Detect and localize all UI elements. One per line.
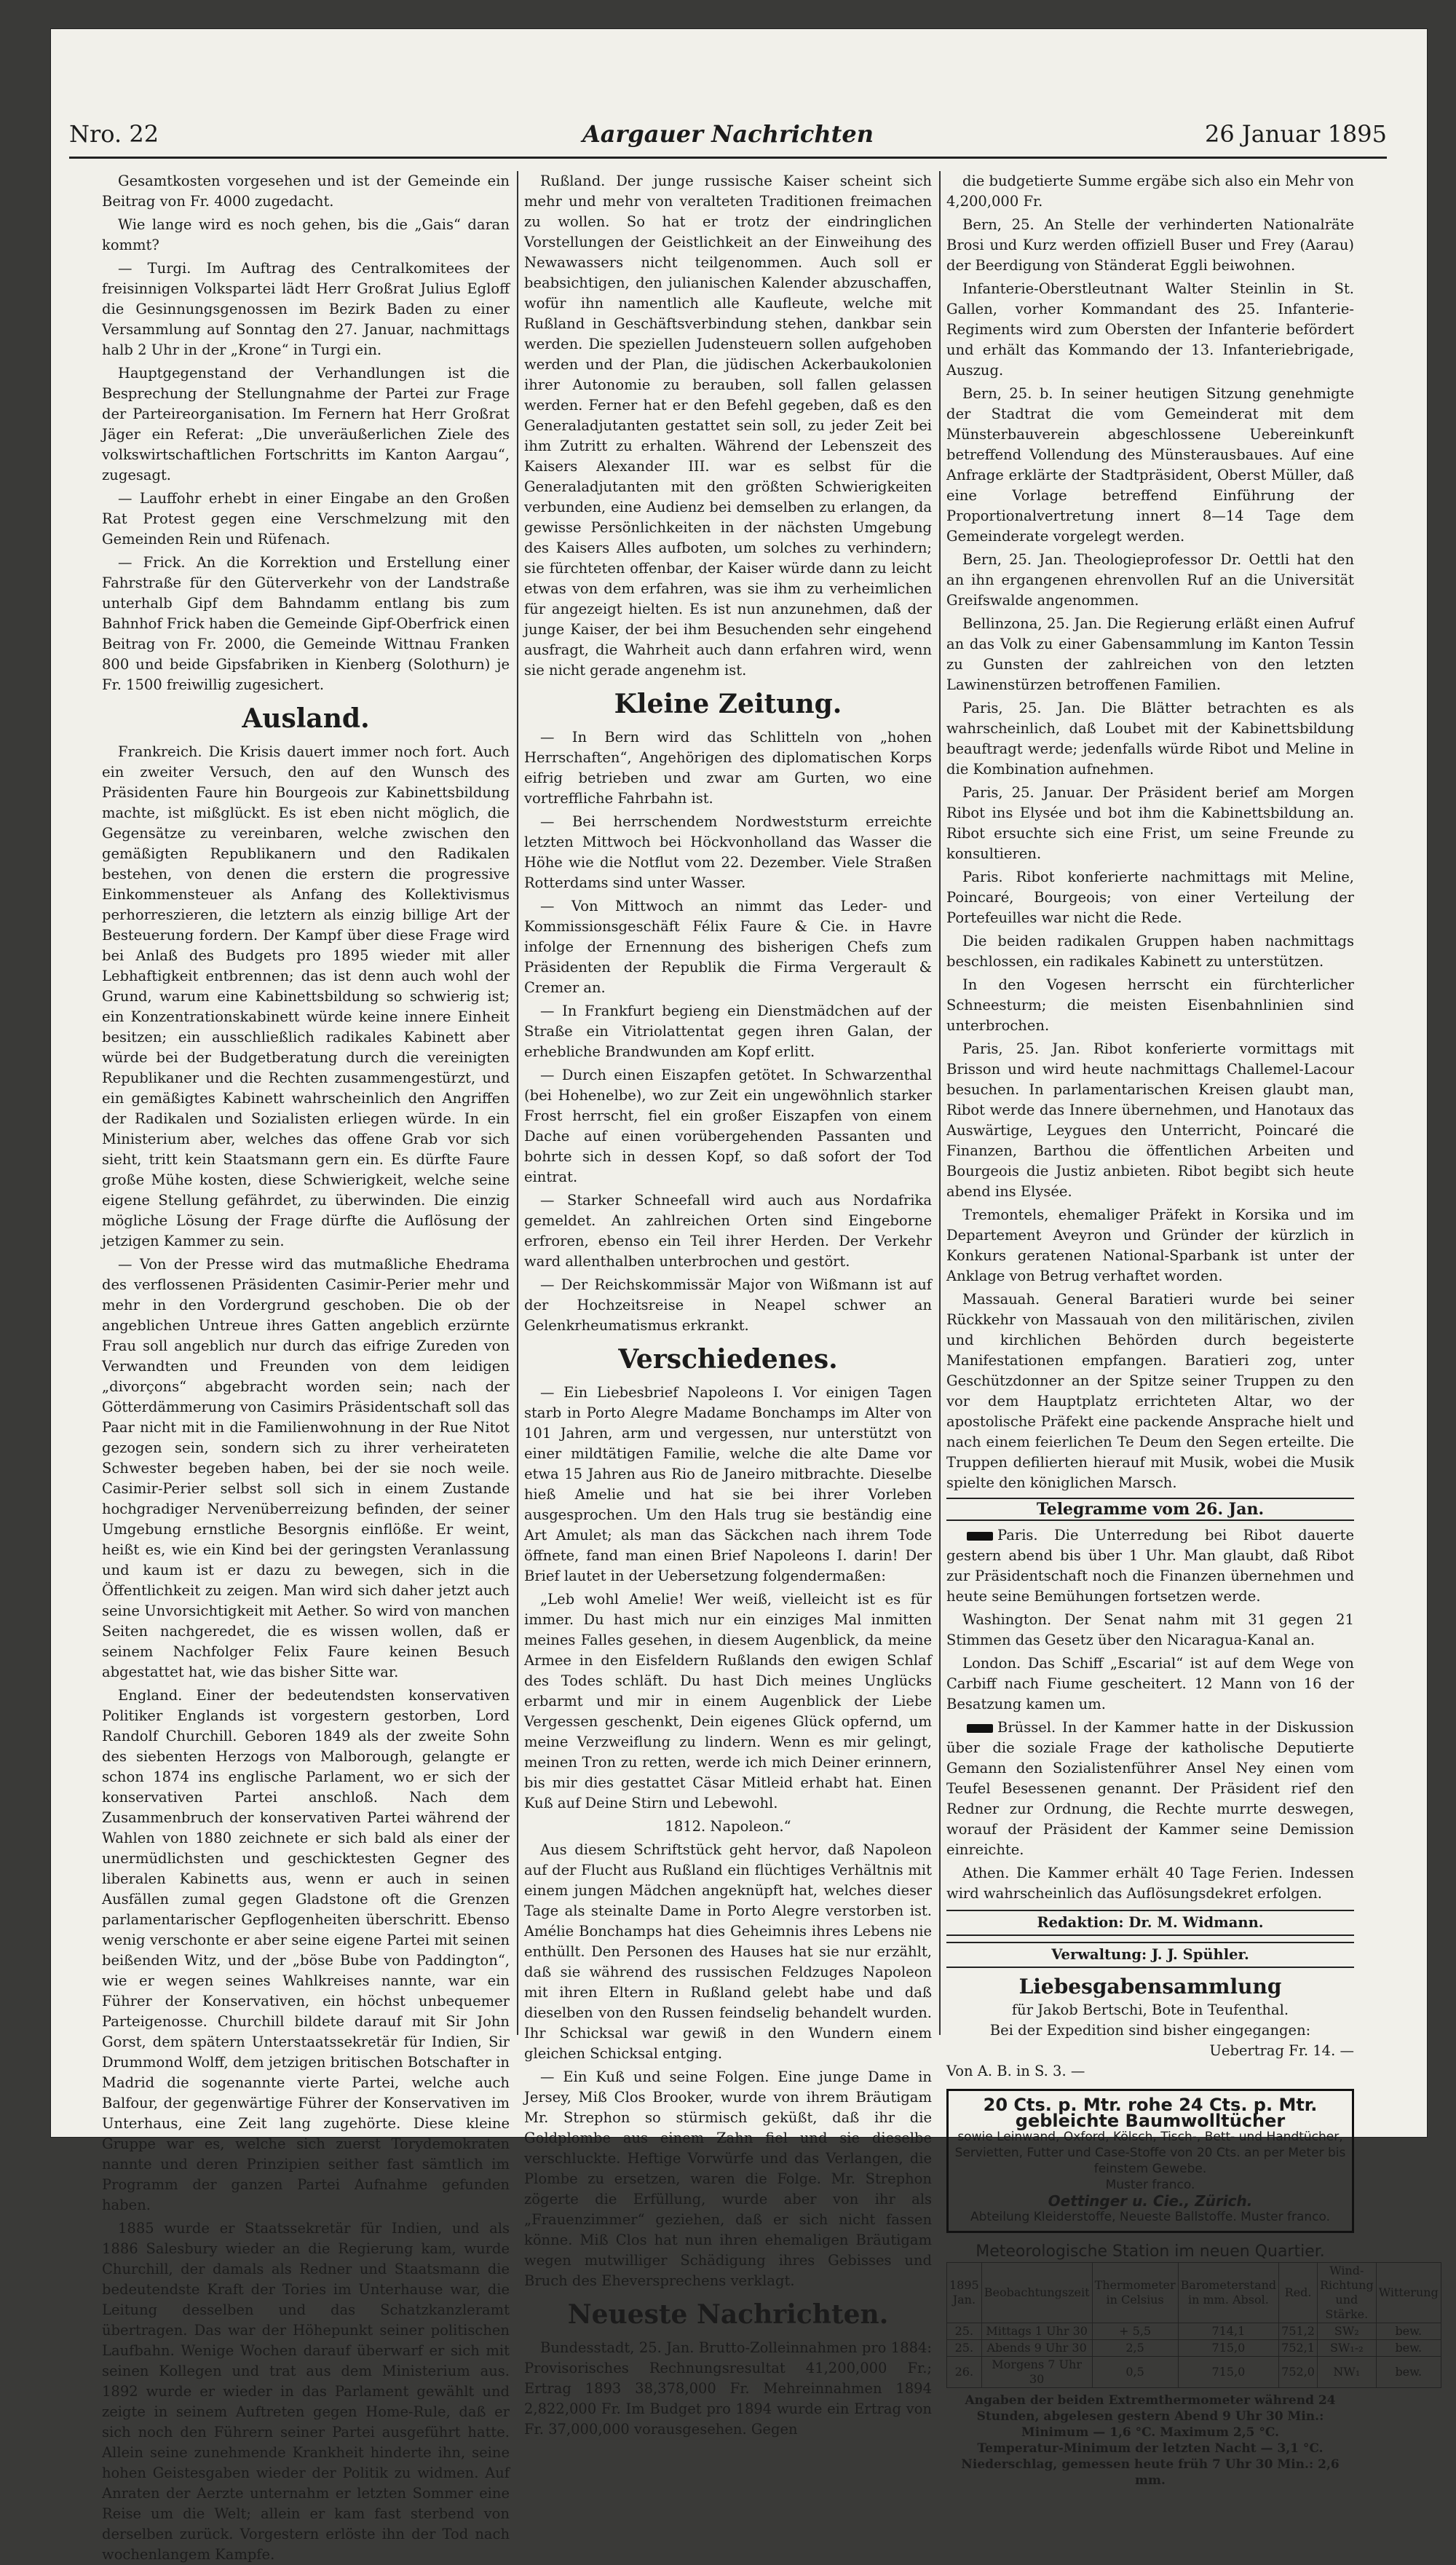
paragraph: — Bei herrschendem Nordweststurm erreichte letzten Mittwoch bei Höckvonholland das Wasser die Höhe wie die Notflut vom 22. Dezember. Viele Straßen Rotterdams sind unter Wasser.	[524, 813, 932, 891]
column-rule	[517, 171, 518, 2035]
weather-station-title: Meteorologische Station im neuen Quartier.	[976, 2242, 1325, 2261]
ad-sample-note: Muster franco.	[1105, 2178, 1195, 2192]
table-row	[947, 2340, 1441, 2357]
paragraph: „Leb wohl Amelie! Wer weiß, vielleicht ist es für immer. Du hast mich nur ein einziges Mal inmitten meines Falles gesehen, in diesem Augenblick, da meine Armee in den Eisfeldern Rußlands den ewigen Schlaf des Todes schläft. Du hast Dich meines Unglücks erbarmt und mir in einem Augenblick der Liebe Vergessen geschenkt, Dein eigenes Glück opfernd, um meine Verzweiflung zu lindern. Wenn es mir gelingt, meinen Tron zu retten, werde ich mich Deiner erinnern, bis mir dies gestattet Cäsar Mitleid erhabt hat. Einen Kuß auf Deine Stirn und Lebewohl.	[524, 1591, 932, 1811]
paragraph: — Lauffohr erhebt in einer Eingabe an den Großen Rat Protest gegen eine Verschmelzung mit den Gemeinden Rein und Rüfenach.	[102, 490, 510, 548]
paragraph: Die beiden radikalen Gruppen haben nachmittags beschlossen, ein radikales Kabinett zu unterstützen.	[946, 933, 1354, 970]
table-cell: 25.	[947, 2323, 982, 2340]
ad-body: sowie Leinwand, Oxford, Kölsch, Tisch-, Bett- und Handtücher, Servietten, Futter und Case-Stoffe von 20 Cts. an per Meter bis feinstem Gewebe.	[954, 2130, 1346, 2176]
table-cell: 752,0	[1279, 2357, 1318, 2388]
telegram-text: Paris. Die Unterredung bei Ribot dauerte gestern abend bis über 1 Uhr. Man glaubt, daß Ribot zur Präsidentschaft noch die Finanzen übernehmen und heute seine Bemühungen fortsetzen werde.	[946, 1527, 1354, 1605]
table-cell: Mittags 1 Uhr 30	[981, 2323, 1092, 2340]
table-cell: 715,0	[1178, 2357, 1279, 2388]
paragraph: 1885 wurde er Staatssekretär für Indien, und als 1886 Salesbury wieder an die Regierung kam, wurde Churchill, der damals als Redner und Staatsmann die bedeutendste Kraft der Tories im Unterhause war, die Leitung desselben und das Schatzkanzleramt übertragen. Das war der Höhepunkt seiner politischen Laufbahn. Wenige Wochen darauf überwarf er sich mit seinen Kollegen und trat aus dem Ministerium aus. 1892 wurde er wieder in das Parlament gewählt und zeigte in seinem Auftreten gegen Home-Rule, daß er sich noch den Führern seiner Partei ausgeführt hatte. Allein seine zunehmende Krankheit hinderte ihn, seine hohen Geistesgaben wieder der Politik zu widmen. Auf Anraten der Aerzte unternahm er letzten Sommer eine Reise um die Welt; allein er kam fast sterbend von derselben zurück. Vorgestern erlöste ihn der Tod nach wochenlangem Kampfe.	[102, 2220, 510, 2563]
paragraph: — Von der Presse wird das mutmaßliche Ehedrama des verflossenen Präsidenten Casimir-Perier mehr und mehr in den Vordergrund geschoben. Die ob der angeblichen Untreue ihres Gatten angeblich erzürnte Frau soll angeblich nur durch das eifrige Zureden von Verwandten und Freunden von dem leidigen „divorçons“ abgebracht worden sein; nach der Götterdämmerung von Casimirs Präsidentschaft soll das Paar nicht mit in die Familienwohnung in der Rue Nitot gezogen sein, sondern sich zu ihrer verheirateten Schwester begeben haben, bei der sie noch weile. Casimir-Perier selbst soll sich in einem Zustande hochgradiger Nervenüberreizung befinden, der seiner Umgebung ernstliche Besorgnis einflöße. Er weint, heißt es, wie ein Kind bei der geringsten Veranlassung und kaum ist er dazu zu bewegen, sich in die Öffentlichkeit zu zeigen. Man wird sich daher jetzt auch seine Unvorsichtigkeit mit Aether. So wird von manchen Seiten nachgeredet, die es wissen wollen, daß er seinem Nachfolger Felix Faure keinen Besuch abgestattet hat, wie das bisher Sitte war.	[102, 1256, 510, 1680]
table-cell: 715,0	[1178, 2340, 1279, 2357]
table-cell: 0,5	[1092, 2357, 1178, 2388]
table-cell: bew.	[1376, 2357, 1441, 2388]
paragraph: In den Vogesen herrscht ein fürchterlicher Schneesturm; die meisten Eisenbahnlinien sind unterbrochen.	[946, 976, 1354, 1034]
paragraph: Aus diesem Schriftstück geht hervor, daß Napoleon auf der Flucht aus Rußland ein flüchtiges Verhältnis mit einem jungen Mädchen angeknüpft hat, welches dieser Tage als steinalte Dame in Porto Alegre verstorben ist. Amélie Bonchamps hat dies Geheimnis ihres Lebens nie enthüllt. Den Personen des Hauses hat sie nur erzählt, daß sie während des russischen Feldzuges Napoleon mit ihren Eltern in Rußland gelebt habe und daß dieselben von den Russen feindselig behandelt wurden. Ihr Schicksal war gewiß in den Wundern einem gleichen Schicksal entging.	[524, 1841, 932, 2062]
table-header: Barometerstand in mm. Absol.	[1178, 2263, 1279, 2323]
table-header: Thermometer in Celsius	[1092, 2263, 1178, 2323]
paragraph: — Durch einen Eiszapfen getötet. In Schwarzenthal (bei Hohenelbe), wo zur Zeit ein ungewöhnlich starker Frost herrscht, fiel ein großer Eiszapfen von einem Dache auf einen vorübergehenden Passanten und bohrte sich in dessen Kopf, so daß sofort der Tod eintrat.	[524, 1067, 932, 1185]
collection-title: Liebesgabensammlung	[1018, 1975, 1282, 1999]
table-header: Witterung	[1376, 2263, 1441, 2323]
table-cell: Abends 9 Uhr 30	[981, 2340, 1092, 2357]
table-header: Red.	[1279, 2263, 1318, 2323]
table-header-row	[947, 2263, 1441, 2323]
table-cell: Morgens 7 Uhr 30	[981, 2357, 1092, 2388]
table-header: Beobachtungszeit	[981, 2263, 1092, 2323]
paragraph: — In Bern wird das Schlitteln von „hohen Herrschaften“, Angehörigen des diplomatischen Korps eifrig betrieben und zwar am Gurten, wo eine vortreffliche Fahrbahn ist.	[524, 729, 932, 807]
collection-note: Bei der Expedition sind bisher eingegangen:	[989, 2022, 1311, 2039]
table-cell: 714,1	[1178, 2323, 1279, 2340]
column-3	[946, 171, 1439, 2488]
paragraph: — Ein Liebesbrief Napoleons I. Vor einigen Tagen starb in Porto Alegre Madame Bonchamps im Alter von 101 Jahren, arm und vergessen, nur unterstützt von einer mildtätigen Familie, welche die alte Dame vor etwa 15 Jahren aus Rio de Janeiro mitbrachte. Dieselbe hieß Amelie und hat sie bei ihrer Vorleben ausgesprochen. Um den Hals trug sie beständig eine Art Amulet; als man das Säckchen nach ihrem Tode öffnete, fand man einen Brief Napoleons I. darin! Der Brief lautet in der Uebersetzung folgendermaßen:	[524, 1384, 932, 1584]
paragraph: Athen. Die Kammer erhält 40 Tage Ferien. Indessen wird wahrscheinlich das Auflösungsdekret erfolgen.	[946, 1865, 1354, 1902]
paragraph: — Starker Schneefall wird auch aus Nordafrika gemeldet. An zahlreichen Orten sind Eingeborne erfroren, ebenso ein Teil ihrer Herden. Der Verkehr ward allenthalben unterbrochen und gestört.	[524, 1192, 932, 1270]
paragraph: — Turgi. Im Auftrag des Centralkomitees der freisinnigen Volkspartei lädt Herr Großrat Julius Egloff die Gesinnungsgenossen im Bezirk Baden zu einer Versammlung auf Sonntag den 27. Januar, nachmittags halb 2 Uhr in der „Krone“ in Turgi ein.	[102, 260, 510, 358]
table-header: 1895 Jan.	[947, 2263, 982, 2323]
section-heading: Kleine Zeitung.	[614, 689, 842, 719]
table-cell: SW₂	[1317, 2323, 1376, 2340]
newspaper-title: Aargauer Nachrichten	[582, 120, 874, 148]
table-cell: 26.	[947, 2357, 982, 2388]
pointing-hand-icon	[967, 1532, 993, 1541]
table-cell: 751,2	[1279, 2323, 1318, 2340]
table-cell: NW₁	[1317, 2357, 1376, 2388]
issue-number: Nro. 22	[69, 120, 159, 148]
telegram-heading: Telegramme vom 26. Jan.	[946, 1498, 1354, 1521]
paragraph	[946, 1718, 1354, 1860]
weather-table	[946, 2262, 1441, 2388]
paragraph: Infanterie-Oberstleutnant Walter Steinlin in St. Gallen, vorher Kommandant des 25. Infanterie-Regiments wird zum Obersten der Infanterie befördert und erhält das Kommando der 13. Infanteriebrigade, Auszug.	[946, 280, 1354, 379]
paragraph: Bundesstadt, 25. Jan. Brutto-Zolleinnahmen pro 1884: Provisorisches Rechnungsresultat 41,200,000 Fr.; Ertrag 1893 38,378,000 Fr. Mehreinnahmen 1894 2,822,000 Fr. Im Budget pro 1894 wurde ein Ertrag von Fr. 37,000,000 vorausgesehen. Gegen	[524, 2339, 932, 2438]
paragraph: Bern, 25. b. In seiner heutigen Sitzung genehmigte der Stadtrat die vom Gemeinderat mit dem Münsterbauverein abgeschlossene Uebereinkunft betreffend Vollendung des Münsterausbaues. Auf eine Anfrage erklärte der Stadtpräsident, Oberst Müller, daß eine Vorlage betreffend Einführung der Proportionalvertretung innert 8—14 Tage dem Gemeinderate vorgelegt werden.	[946, 385, 1354, 545]
paragraph: Wie lange wird es noch gehen, bis die „Gais“ daran kommt?	[102, 216, 510, 253]
paragraph: England. Einer der bedeutendsten konservativen Politiker Englands ist vorgestern gestorben, Lord Randolf Churchill. Geboren 1849 als der zweite Sohn des siebenten Herzogs von Malborough, gelangte er schon 1874 ins englische Parlament, wo er sich der konservativen Partei anschloß. Nach dem Zusammenbruch der konservativen Partei während der Wahlen von 1880 zeichnete er sich bald als einer der unermüdlichsten und geschicktesten Gegner des liberalen Kabinetts aus, wenn er auch in seinen Ausfällen zumal gegen Gladstone oft die Grenzen parlamentarischer Gepflogenheiten überschritt. Ebenso wenig verschonte er aber seine eigene Partei mit seinen beißenden Witz, und der „böse Bube von Paddington“, wie er wegen seines Wahlkreises nannte, war ein Führer der Konservativen, ein höchst unbequemer Parteigenosse. Churchill bildete darauf mit Sir John Gorst, dem spätern Unterstaatssekretär für Indien, Sir Drummond Wolff, dem jetzigen britischen Botschafter in Madrid die sogenannte vierte Partei, welche auch Balfour, der gegenwärtige Führer der Konservativen im Unterhaus, eine Zeit lang zugehörte. Diese kleine Gruppe war es, welche sich zuerst Torydemokraten nannte und deren Prinzipien seither fast sämtlich im Programm der ganzen Partei Aufnahme gefunden haben.	[102, 1687, 510, 2213]
paragraph: Hauptgegenstand der Verhandlungen ist die Besprechung der Stellungnahme der Partei zur Frage der Parteireorganisation. Im Fernern hat Herr Großrat Jäger ein Referat: „Die unveräußerlichen Ziele des volkswirtschaftlichen Fortschritts im Kanton Aargau“, zugesagt.	[102, 365, 510, 483]
paragraph: Paris. Ribot konferierte nachmittags mit Meline, Poincaré, Bourgeois; von einer Verteilung der Portefeuilles war nicht die Rede.	[946, 869, 1354, 926]
weather-note: Niederschlag, gemessen heute früh 7 Uhr 30 Min.: 2,6 mm.	[961, 2457, 1340, 2488]
paragraph: Rußland. Der junge russische Kaiser scheint sich mehr und mehr von veralteten Traditionen freimachen zu wollen. So hat er trotz der eindringlichen Vorstellungen der Geistlichkeit an der Einweihung des Newawassers nicht teilgenommen. Auch soll er beabsichtigen, den julianischen Kalender abzuschaffen, wofür ihn namentlich alle Kaufleute, welche mit Rußland in Geschäftsverbindung stehen, dankbar sein werden. Die speziellen Judensteuern sollen aufgehoben werden und der Plan, die jüdischen Ackerbaukolonien ihrer Autonomie zu berauben, soll fallen gelassen werden. Ferner hat er den Befehl gegeben, daß es den Generaladjutanten gestattet sein soll, zu jeder Zeit bei ihm Zutritt zu erhalten. Während der Lebenszeit des Kaisers Alexander III. war es selbst für die Generaladjutanten mit den größten Schwierigkeiten verbunden, eine Audienz bei demselben zu erlangen, da gewisse Persönlichkeiten in der nächsten Umgebung des Kaisers Alles aufboten, um solches zu verhindern; sie fürchteten offenbar, der Kaiser würde dann zu leicht etwas von dem erfahren, was sie ihm zu verheimlichen für angezeigt hielten. Es ist nun anzunehmen, daß der junge Kaiser, der bei ihm Besuchenden sehr eingehend ausfragt, die Wahrheit auch dann erfahren wird, wenn sie nicht gerade angenehm ist.	[524, 173, 932, 679]
table-cell: SW₁-₂	[1317, 2340, 1376, 2357]
table-cell: 2,5	[1092, 2340, 1178, 2357]
paragraph: Washington. Der Senat nahm mit 31 gegen 21 Stimmen das Gesetz über den Nicaragua-Kanal an.	[946, 1611, 1354, 1648]
section-heading: Neueste Nachrichten.	[567, 2299, 889, 2330]
donation-collection	[946, 1974, 1354, 2082]
advertisement	[946, 2089, 1354, 2233]
table-cell: + 5,5	[1092, 2323, 1178, 2340]
ad-firm: Oettinger u. Cie., Zürich.	[1048, 2192, 1253, 2210]
paragraph: Tremontels, ehemaliger Präfekt in Korsika und im Departement Aveyron und Gründer der kürzlich in Konkurs geratenen National-Sparbank ist unter der Anklage von Betrug verhaftet worden.	[946, 1206, 1354, 1284]
paragraph: Massauah. General Baratieri wurde bei seiner Rückkehr von Massauah von den militärischen, zivilen und kirchlichen Behörden durch begeisterte Manifestationen empfangen. Baratieri zog, unter Geschützdonner an der Spitze seiner Truppen zu den vor dem Hauptplatz errichteten Altar, wo der apostolische Präfekt eine packende Ansprache hielt und nach einem feierlichen Te Deum den Segen erteilte. Die Truppen defilierten hierauf mit Musik, wobei die Musik spielte den königlichen Marsch.	[946, 1291, 1354, 1491]
section-heading: Verschiedenes.	[618, 1344, 838, 1375]
paragraph: Bellinzona, 25. Jan. Die Regierung erläßt einen Aufruf an das Volk zu einer Gabensammlung im Kanton Tessin zu Gunsten der zahlreichen von den letzten Lawinenstürzen betroffenen Familien.	[946, 615, 1354, 693]
column-1	[102, 171, 510, 2563]
editor-notice: Redaktion: Dr. M. Widmann.	[946, 1910, 1354, 1936]
ad-footer: Abteilung Kleiderstoffe, Neueste Ballstoffe. Muster franco.	[970, 2210, 1330, 2224]
section-heading: Ausland.	[242, 703, 370, 734]
pointing-hand-icon	[967, 1724, 993, 1733]
table-cell: 25.	[947, 2340, 982, 2357]
paragraph: Frankreich. Die Krisis dauert immer noch fort. Auch ein zweiter Versuch, den auf den Wunsch des Präsidenten Faure hin Bourgeois zur Kabinettsbildung machte, ist mißglückt. Es ist eben nicht möglich, die Gegensätze zu vereinbaren, welche zwischen den gemäßigten Republikanern und den Radikalen bestehen, von denen die erstern die progressive Einkommensteuer als Anfang des Kollektivismus perhorreszieren, die letztern als einzig billige Art der Besteuerung fordern. Der Kampf über diese Frage wird bei Anlaß des Budgets pro 1895 wieder mit aller Lebhaftigkeit entbrennen; das ist denn auch wohl der Grund, warum eine Kabinettsbildung so schwierig ist; ein Konzentrationskabinett würde keine innere Einheit besitzen; ein ausschließlich radikales Kabinett aber würde bei der Budgetberatung durch die vereinigten Republikaner und die Rechten zusammengestürzt, und ein gemäßigtes Kabinett wahrscheinlich den Angriffen der Radikalen und Sozialisten erliegen würde. In ein Ministerium aber, welches das offene Grab vor sich sieht, tritt kein Staatsmann gern ein. Es dürfte Faure große Mühe kosten, diese Schwierigkeit, welche seine eigene Stellung gefährdet, zu überwinden. Die einzig mögliche Lösung der Frage dürfte die Auflösung der jetzigen Kammer zu sein.	[102, 743, 510, 1249]
administration-notice: Verwaltung: J. J. Spühler.	[946, 1942, 1354, 1968]
weather-note: Temperatur-Minimum der letzten Nacht — 3,1 °C.	[977, 2441, 1324, 2456]
table-cell: bew.	[1376, 2340, 1441, 2357]
table-cell: bew.	[1376, 2323, 1441, 2340]
paragraph: London. Das Schiff „Escarial“ ist auf dem Wege von Carbiff nach Fiume gescheitert. 12 Mann von 16 der Besatzung kamen um.	[946, 1655, 1354, 1712]
ad-headline: 20 Cts. p. Mtr. rohe 24 Cts. p. Mtr. gebleichte Baumwolltücher	[983, 2095, 1318, 2131]
collection-subtitle: für Jakob Bertschi, Bote in Teufenthal.	[1011, 2001, 1289, 2018]
telegram-text: Brüssel. In der Kammer hatte in der Diskussion über die soziale Frage der katholische Deputierte Gemann den Sozialistenführer Ansel Ney einen vom Teufel Besessenen genannt. Der Präsident rief den Redner zur Ordnung, die Rechte murrte deswegen, worauf der Präsident der Kammer seine Demission einreichte.	[946, 1719, 1354, 1858]
masthead	[69, 106, 1387, 159]
table-header: Wind-Richtung und Stärke.	[1317, 2263, 1376, 2323]
paragraph: Bern, 25. An Stelle der verhinderten Nationalräte Brosi und Kurz werden offiziell Buser und Frey (Aarau) der Beerdigung von Ständerat Eggli beiwohnen.	[946, 216, 1354, 274]
paragraph: — Der Reichskommissär Major von Wißmann ist auf der Hochzeitsreise in Neapel schwer an Gelenkrheumatismus erkrankt.	[524, 1276, 932, 1334]
collection-line: Uebertrag Fr. 14. —	[1209, 2042, 1354, 2059]
weather-note: Minimum — 1,6 °C. Maximum 2,5 °C.	[1021, 2425, 1280, 2440]
paragraph: Paris, 25. Januar. Der Präsident berief am Morgen Ribot ins Elysée und bot ihm die Kabinettsbildung an. Ribot ersuchte sich eine Frist, um seine Freunde zu konsultieren.	[946, 784, 1354, 862]
paragraph: Paris, 25. Jan. Ribot konferierte vormittags mit Brisson und wird heute nachmittags Challemel-Lacour besuchen. In parlamentarischen Kreisen glaubt man, Ribot werde das Innere übernehmen, und Hanotaux das Auswärtige, Leygues den Unterricht, Poincaré die Finanzen, Barthou die öffentlichen Arbeiten und Bourgeois die Justiz anbieten. Ribot begibt sich heute abend ins Elysée.	[946, 1040, 1354, 1200]
paragraph: — In Frankfurt begieng ein Dienstmädchen auf der Straße ein Vitriolattentat gegen ihren Galan, der erhebliche Brandwunden am Kopf erlitt.	[524, 1003, 932, 1060]
paragraph: die budgetierte Summe ergäbe sich also ein Mehr von 4,200,000 Fr.	[946, 173, 1354, 210]
column-2	[524, 171, 932, 2438]
column-rule	[939, 171, 941, 2035]
weather-notes	[946, 2392, 1354, 2489]
paragraph: Paris, 25. Jan. Die Blätter betrachten es als wahrscheinlich, daß Loubet mit der Kabinettsbildung beauftragt werde; jedenfalls würde Ribot und Meline in die Kombination aufnehmen.	[946, 700, 1354, 778]
paragraph: — Frick. An die Korrektion und Erstellung einer Fahrstraße für den Güterverkehr von der Landstraße unterhalb Gipf dem Bahndamm entlang bis zum Bahnhof Frick haben die Gemeinde Gipf-Oberfrick einen Beitrag von Fr. 2000, die Gemeinde Wittnau Franken 800 und beide Gipsfabriken in Kienberg (Solothurn) je Fr. 1500 freiwillig zugesichert.	[102, 554, 510, 693]
paragraph: Bern, 25. Jan. Theologieprofessor Dr. Oettli hat den an ihn ergangenen ehrenvollen Ruf an die Universität Greifswalde angenommen.	[946, 551, 1354, 609]
paragraph: — Ein Kuß und seine Folgen. Eine junge Dame in Jersey, Miß Clos Brooker, wurde von ihrem Bräutigam Mr. Strephon so stürmisch geküßt, daß ihr die Goldplombe aus einem Zahn fiel und sie dieselbe verschluckte. Heftige Vorwürfe und das Verlangen, die Plombe zu ersetzen, waren die Folge. Mr. Strephon zögerte die Erfüllung, wurde aber von ihr als „Frauenzimmer“ geziehen, daß er sich nicht fassen könne. Miß Clos hat nun ihren ehemaligen Bräutigam wegen mutwilliger Schädigung ihres Gebisses und Bruch des Eheversprechens verklagt.	[524, 2068, 932, 2289]
paragraph: Gesamtkosten vorgesehen und ist der Gemeinde ein Beitrag von Fr. 4000 zugedacht.	[102, 173, 510, 210]
table-row	[947, 2323, 1441, 2340]
table-cell: 752,1	[1279, 2340, 1318, 2357]
collection-line: Von A. B. in S. 3. —	[946, 2063, 1085, 2079]
paragraph	[946, 1525, 1354, 1607]
weather-note: Angaben der beiden Extremthermometer während 24 Stunden, abgelesen gestern Abend 9 Uhr 30 Min.:	[965, 2393, 1336, 2424]
letter-signature: 1812. Napoleon.“	[665, 1818, 791, 1835]
table-row	[947, 2357, 1441, 2388]
paragraph: — Von Mittwoch an nimmt das Leder- und Kommissionsgeschäft Félix Faure & Cie. in Havre infolge der Ernennung des bisherigen Chefs zum Präsidenten der Republik die Firma Vergerault & Cremer an.	[524, 898, 932, 996]
issue-date: 26 Januar 1895	[1205, 120, 1387, 148]
